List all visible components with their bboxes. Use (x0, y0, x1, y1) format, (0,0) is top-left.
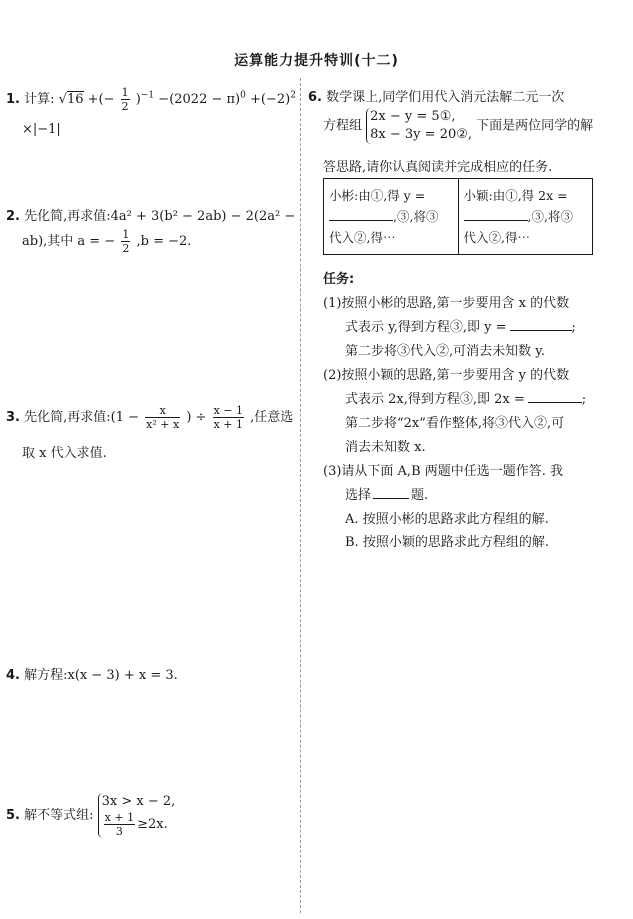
fraction-numerator: x (145, 404, 180, 418)
question-text: 先化简,再求值:4a² + 3(b² − 2ab) − 2(2a² − (24, 209, 296, 224)
fraction-denominator: 2 (121, 100, 129, 113)
question-text: 先化简,再求值:(1 − (24, 410, 140, 425)
task-3-line2 (345, 484, 428, 503)
fraction-denominator: x² + x (146, 418, 180, 431)
task-title: 任务: (323, 272, 355, 287)
task-text: 选择 (345, 488, 372, 503)
cell-line: 小彬:由①,得 y = (329, 188, 426, 203)
question-3 (6, 404, 293, 431)
option-b: B. 按照小颖的思路求此方程组的解. (345, 535, 549, 550)
equation-1: 2x − y = 5①, (370, 109, 456, 124)
question-6 (308, 86, 564, 105)
task-1-line1: (1)按照小彬的思路,第一步要用含 x 的代数 (323, 296, 570, 311)
fraction (213, 404, 244, 431)
task-text: 式表示 2x,得到方程③,即 2x = (345, 392, 525, 407)
task-text: 题. (411, 488, 429, 503)
question-5 (6, 793, 175, 838)
question-number: 6. (308, 90, 322, 105)
sqrt-sign: √ (58, 92, 67, 107)
question-1-line2: ×|−1| (22, 122, 61, 137)
fraction-numerator: x − 1 (213, 404, 243, 417)
expr-part: −(2022 − π) (158, 92, 241, 107)
fraction-numerator: 1 (122, 228, 130, 241)
task-text: 式表示 y,得到方程③,即 y = (345, 320, 507, 335)
inequality-rhs: ≥2x. (137, 817, 168, 832)
equation-system-line (323, 108, 593, 144)
task-1-line3: 第二步将③代入②,可消去未知数 y. (345, 344, 546, 359)
cell-line: 代入②,得⋯ (463, 230, 530, 245)
cell-text: ,③,将③ (527, 209, 573, 224)
task-1-line2: 式表示 y,得到方程③,即 y = ; (345, 320, 576, 335)
fraction (121, 228, 130, 255)
fraction (121, 86, 130, 113)
cell-line: 代入②,得⋯ (329, 230, 396, 245)
question-text: 解方程:x(x − 3) + x = 3. (24, 668, 178, 683)
option-a: A. 按照小彬的思路求此方程组的解. (345, 512, 549, 527)
cell-line (329, 206, 453, 227)
expr-part: ) (135, 92, 141, 107)
question-6-line3: 答思路,请你认真阅读并完成相应的任务. (323, 160, 553, 175)
fraction (104, 811, 135, 838)
expr-part: +(−2) (250, 92, 291, 107)
column-divider (300, 78, 301, 913)
question-label: 解不等式组: (24, 808, 94, 823)
question-text: 数学课上,同学们用代入消元法解二元一次 (326, 90, 565, 105)
inequality-system (98, 793, 176, 838)
question-text: ,b = −2. (136, 234, 192, 249)
equation-system (366, 108, 472, 144)
inequality-2 (102, 811, 176, 838)
expr-part: − (103, 92, 115, 107)
cell-text: ,③,将③ (393, 209, 439, 224)
question-number: 4. (6, 668, 20, 683)
task-2-line3: 第二步将“2x”看作整体,将③代入②,可 (345, 416, 565, 431)
fraction-denominator: 3 (115, 825, 123, 838)
question-text: ,任意选 (250, 410, 294, 425)
task-2-line1: (2)按照小颖的思路,第一步要用含 y 的代数 (323, 368, 570, 383)
question-4 (6, 664, 178, 683)
xiaoying-cell (458, 179, 593, 255)
answer-blank (464, 220, 528, 221)
fraction-numerator: 1 (121, 86, 129, 99)
question-text: ) ÷ (186, 410, 207, 425)
question-2 (6, 205, 295, 224)
answer-blank (329, 220, 393, 221)
fraction-numerator: x + 1 (104, 811, 135, 824)
solution-ideas-table (323, 178, 593, 255)
fraction (145, 404, 180, 431)
question-3-line2: 取 x 代入求值. (22, 446, 107, 461)
exponent: −1 (140, 90, 155, 101)
exponent: 0 (240, 90, 246, 101)
expr-part: +( (87, 92, 104, 107)
equation-2: 8x − 3y = 20②, (370, 127, 473, 142)
fraction-denominator: 2 (122, 242, 130, 255)
question-number: 3. (6, 410, 20, 425)
task-2-line2: 式表示 2x,得到方程③,即 2x = ; (345, 392, 587, 407)
answer-blank (510, 330, 572, 331)
fraction-denominator: x + 1 (213, 418, 243, 431)
answer-blank (373, 498, 409, 499)
inequality-1: 3x > x − 2, (101, 794, 176, 809)
task-3-line1: (3)请从下面 A,B 两题中任选一题作答. 我 (323, 464, 564, 479)
question-number: 5. (6, 808, 20, 823)
question-label: 计算: (24, 92, 55, 107)
question-text: ab),其中 a = − (22, 234, 116, 249)
question-2-line2 (22, 228, 191, 255)
question-number: 1. (6, 92, 20, 107)
exponent: 2 (290, 90, 296, 101)
cell-line: 小颖:由①,得 2x = (463, 188, 568, 203)
sqrt-radicand: 16 (66, 92, 84, 107)
question-number: 2. (6, 209, 20, 224)
page-title: 运算能力提升特训(十二) (234, 53, 399, 69)
task-2-line4: 消去未知数 x. (345, 440, 426, 455)
question-text: 方程组 (323, 118, 363, 134)
question-1 (6, 86, 296, 113)
cell-line (464, 206, 588, 227)
answer-blank (528, 402, 582, 403)
question-text: 下面是两位同学的解 (476, 118, 594, 134)
xiaobin-cell (324, 179, 459, 255)
